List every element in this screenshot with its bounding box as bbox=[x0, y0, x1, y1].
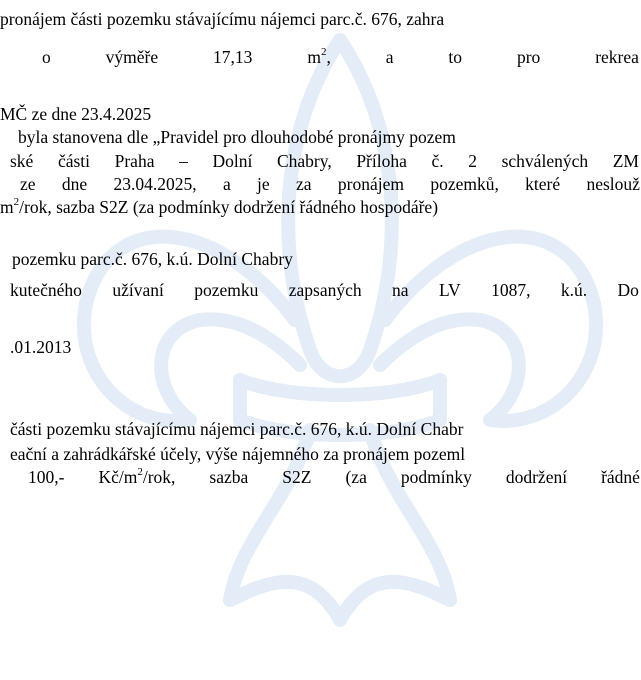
word: kutečného bbox=[10, 280, 82, 300]
text-line-6 bbox=[20, 173, 640, 195]
word: užívaní bbox=[112, 280, 164, 300]
word: Praha bbox=[114, 151, 155, 171]
word: Do bbox=[617, 280, 639, 300]
word: o bbox=[42, 47, 51, 67]
word: je bbox=[257, 174, 270, 194]
word: Příloha bbox=[356, 151, 407, 171]
word: Chabry, bbox=[276, 151, 332, 171]
word: – bbox=[179, 151, 188, 171]
text-line-12: eační a zahrádkářské účely, výše nájemného za pronájem pozeml bbox=[10, 444, 466, 464]
word: 23.04.2025, bbox=[113, 174, 197, 194]
word: řádné bbox=[601, 467, 640, 487]
word: podmínky bbox=[400, 467, 472, 487]
word: dodržení bbox=[505, 467, 568, 487]
text-line-11: části pozemku stávajícímu nájemci parc.č. 676, k.ú. Dolní Chabr bbox=[10, 419, 464, 439]
word: na bbox=[392, 280, 409, 300]
word: a bbox=[222, 174, 231, 194]
word: které bbox=[525, 174, 561, 194]
text-line-10: .01.2013 bbox=[10, 337, 72, 357]
word: 1087, bbox=[491, 280, 531, 300]
word: rekrea bbox=[595, 47, 639, 67]
word: výměře bbox=[105, 47, 159, 67]
word: zapsaných bbox=[288, 280, 362, 300]
text-line-8: pozemku parc.č. 676, k.ú. Dolní Chabry bbox=[12, 249, 293, 269]
text-line-13 bbox=[28, 466, 640, 488]
word: S2Z bbox=[282, 467, 312, 487]
word: č. bbox=[431, 151, 444, 171]
word: (za bbox=[345, 467, 367, 487]
word: ské bbox=[10, 151, 34, 171]
word: to bbox=[448, 47, 463, 67]
text-line-7: $m^2$/rok, sazba S2Z (za podmínky dodržení řádného hospodáře) bbox=[0, 196, 439, 217]
word: a bbox=[385, 47, 394, 67]
text-line-3: MČ ze dne 23.4.2025 bbox=[0, 104, 152, 124]
word: pozemku bbox=[194, 280, 259, 300]
word: pozemků, bbox=[430, 174, 499, 194]
word: za bbox=[296, 174, 312, 194]
word: pronájem bbox=[337, 174, 404, 194]
text-line-4: byla stanovena dle „Pravidel pro dlouhodobé pronájmy pozem bbox=[18, 127, 456, 147]
word: 2 bbox=[468, 151, 477, 171]
word-m2: $m^2$, bbox=[307, 46, 331, 67]
text-line-5 bbox=[10, 150, 639, 172]
text-line-1: pronájem části pozemku stávajícímu nájemci parc.č. 676, zahra bbox=[0, 9, 445, 29]
word: Dolní bbox=[212, 151, 253, 171]
word: k.ú. bbox=[560, 280, 588, 300]
word: neslouž bbox=[586, 174, 640, 194]
word: schválených bbox=[501, 151, 589, 171]
word: ZM bbox=[612, 151, 639, 171]
text-line-2 bbox=[42, 46, 639, 68]
word: sazba bbox=[209, 467, 249, 487]
word: pro bbox=[516, 47, 541, 67]
word: 17,13 bbox=[213, 47, 253, 67]
word: dne bbox=[61, 174, 88, 194]
word: 100,- bbox=[28, 467, 65, 487]
word-kc-m2: $Kč/m^2$/rok, bbox=[98, 466, 176, 487]
text-line-9 bbox=[10, 279, 639, 301]
word: LV bbox=[438, 280, 461, 300]
word: části bbox=[57, 151, 91, 171]
word: ze bbox=[20, 174, 36, 194]
